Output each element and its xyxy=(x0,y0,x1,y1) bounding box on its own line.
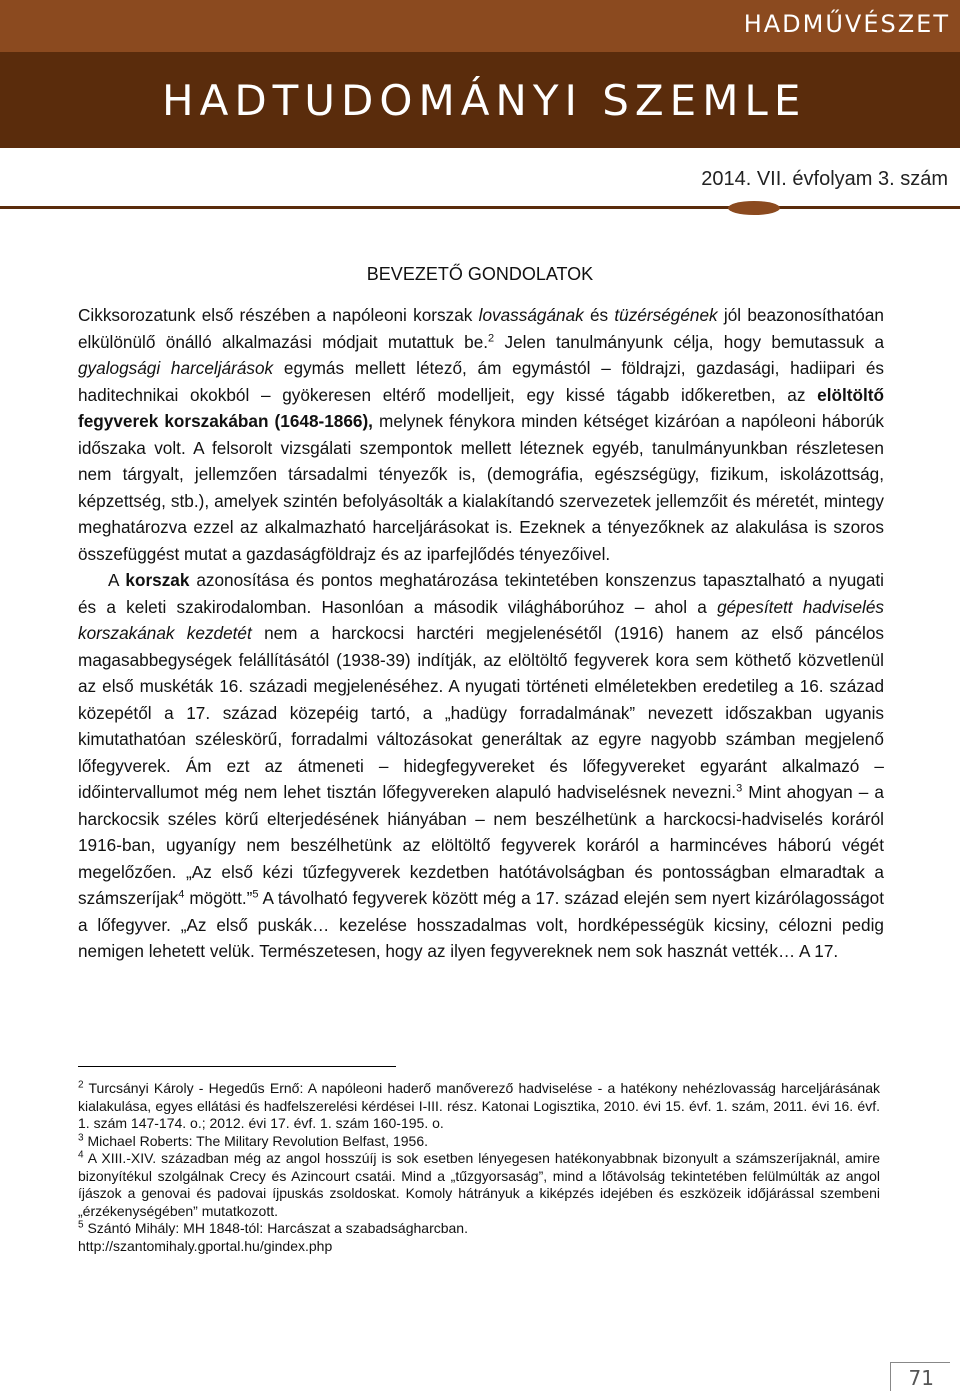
footnote-number: 2 xyxy=(78,1079,84,1091)
text-run: A távolható fegyverek között még a 17. század elején sem nyert kizárólagosságot a lőfegyver. „Az első puskák… kezelése hosszadalmas volt, hordképességük kicsiny, célozni pedig nemigen lehetett velük. Természetesen, hogy az ilyen fegyvereknek nem sok hasznát vették… A 17. xyxy=(78,888,884,961)
text-run: nem a harckocsi harctéri megjelenésétől (1916) hanem az első páncélos magasabbegységek felállításától (1938-39) indítják, az elöltöltő fegyverek kora sem köthető közvetlenül az első muskéták 16. századi megjelenéséhez. A nyugati történeti elméletekben eredetileg a 16. század közepétől a 17. század közepéig tartó, a „hadügy forradalmának” nevezett időszakban ugyanis kimutathatóan széleskörű, forradalmi változásokat generáltak az egyre nagyobb számban megjelenő lőfegyverek. Ám ezt az átmeneti – hidegfegyvereket és lőfegyvereket egyaránt alkalmazó – időintervallumot még nem lehet tisztán lőfegyvereken alapuló hadviselésnek nevezni. xyxy=(78,623,884,802)
footnote-text: Szántó Mihály: MH 1848-tól: Harcászat a szabadságharcban. xyxy=(83,1220,468,1236)
footnote-item xyxy=(78,1133,880,1151)
footnote-ref[interactable]: 5 xyxy=(252,888,259,901)
italic-run: gépesített hadviselés korszakának kezdetét xyxy=(78,596,884,643)
italic-run: gyalogsági harceljárások xyxy=(78,358,274,378)
text-run: A xyxy=(108,570,126,590)
text-run: azonosítása és pontos meghatározása tekintetében konszenzus tapasztalható a nyugati és a keleti szakirodalomban. Hasonlóan a második világháborúhoz – ahol a xyxy=(78,570,884,617)
section-heading: BEVEZETŐ GONDOLATOK xyxy=(366,264,594,284)
footnote-text: A XIII.-XIV. században még az angol hosszúíj is sok esetben lényegesen hatékonyabbnak bizonyult a számszeríjaknál, amire bizonyítékul szolgálnak Crecy és Azincourt csatái. Mind a „tűzgyorsaság”, mind a lőtávolság tekintetében felülmúlták az angol íjászok a genovai és padovai íjpuskás zsoldoskat. Komoly hátrányuk a kiképzés idejében és eszközeik időjárással szembeni „érzékenységében” mutatkozott. xyxy=(78,1150,880,1219)
text-run: Mint ahogyan – a harckocsik széles körű elterjedésének hiányában – nem beszélhetünk a harckocsi-hadviselés koráról 1916-ban, ugyanígy nem beszélhetünk az elöltöltő fegyverek koráról a harmincéves háború végét megelőzően. „Az első kézi tűzfegyverek kezdetben hatótávolságban és pontosságban elmaradtak a számszeríjak xyxy=(78,782,884,908)
footnote-number: 5 xyxy=(78,1219,84,1231)
text-run: és xyxy=(583,305,615,325)
footnote-text: Michael Roberts: The Military Revolution Belfast, 1956. xyxy=(83,1132,429,1149)
text-run: mögött.” xyxy=(184,888,253,908)
footnote-ref[interactable]: 2 xyxy=(488,331,495,344)
paragraph-2 xyxy=(78,567,884,965)
text-run: melynek fénykora minden kétséget kizáróan a napóleoni háborúk időszaka volt. A felsorolt vizsgálati szempontok mellett léteznek egyéb, tanulmányunkban részletesen nem tárgyalt, jellemzően társadalmi tényezők is, (demográfia, egészségügy, fizikum, iskolázottság, képzettség, stb.), amelyek szintén befolyásolták a kialakítandó szervezetek jellemzőit és méretét, mintegy meghatározva ezzel az alkalmazható harceljárásokat is. Ezeknek a tényezőknek az alakulása is szoros összefüggést mutat a gazdaságföldrajz és az iparfejlődés tényezőivel. xyxy=(78,411,884,564)
body-text xyxy=(78,302,884,965)
footnote-item xyxy=(78,1150,880,1220)
footnotes xyxy=(78,1080,880,1255)
text-run: egymás mellett létező, ám egymástól – földrajzi, gazdasági, hadiipari és haditechnikai okokból – gyökeresen eltérő modelljeit, egy kissé tágabb időkeretben, az xyxy=(78,358,884,405)
text-run: Cikksorozatunk első részében a napóleoni korszak xyxy=(78,305,479,325)
page-number-rule xyxy=(890,1362,950,1363)
text-run: Jelen tanulmányunk célja, hogy bemutassuk a xyxy=(494,331,885,352)
footnote-number: 4 xyxy=(78,1149,84,1161)
italic-run: tüzérségének xyxy=(614,305,718,325)
footnote-item xyxy=(78,1080,880,1133)
page-number: 71 xyxy=(908,1366,934,1390)
journal-title: HADTUDOMÁNYI SZEMLE xyxy=(162,76,807,125)
text-run: jól beazonosíthatóan elkülönülő önálló alkalmazási módjait mutattuk be. xyxy=(78,305,884,352)
footnote-text: Turcsányi Károly - Hegedűs Ernő: A napóleoni haderő manőverező hadviselése - a hatékony nehézlovasság harceljárásának kialakulása, egyes ellátási és hadfelszerelési kérdései I-III. rész. Katonai Logisztika, 2010. évi 15. évf. 1. szám, 2011. évi 16. évf. 1. szám 147-174. o.; 2012. évi 17. évf. 1. szám 160-195. o. xyxy=(78,1080,880,1131)
bold-run: korszak xyxy=(125,570,190,590)
bold-run: elöltöltő fegyverek korszakában (1648-1866), xyxy=(78,384,884,431)
header-rule xyxy=(0,206,960,209)
header-rule-badge xyxy=(728,201,780,215)
footnote-item xyxy=(78,1220,880,1238)
paragraph-1 xyxy=(78,302,884,567)
footnote-divider xyxy=(78,1066,396,1067)
italic-run: lovasságának xyxy=(478,305,584,325)
page-number-rule-vertical xyxy=(890,1362,891,1391)
footnote-number: 3 xyxy=(78,1131,84,1143)
section-label: HADMŰVÉSZET xyxy=(743,10,950,38)
footnote-url[interactable]: http://szantomihaly.gportal.hu/gindex.php xyxy=(78,1237,333,1254)
issue-label: 2014. VII. évfolyam 3. szám xyxy=(701,168,948,190)
footnote-ref[interactable]: 4 xyxy=(178,888,185,901)
footnote-ref[interactable]: 3 xyxy=(736,782,743,795)
